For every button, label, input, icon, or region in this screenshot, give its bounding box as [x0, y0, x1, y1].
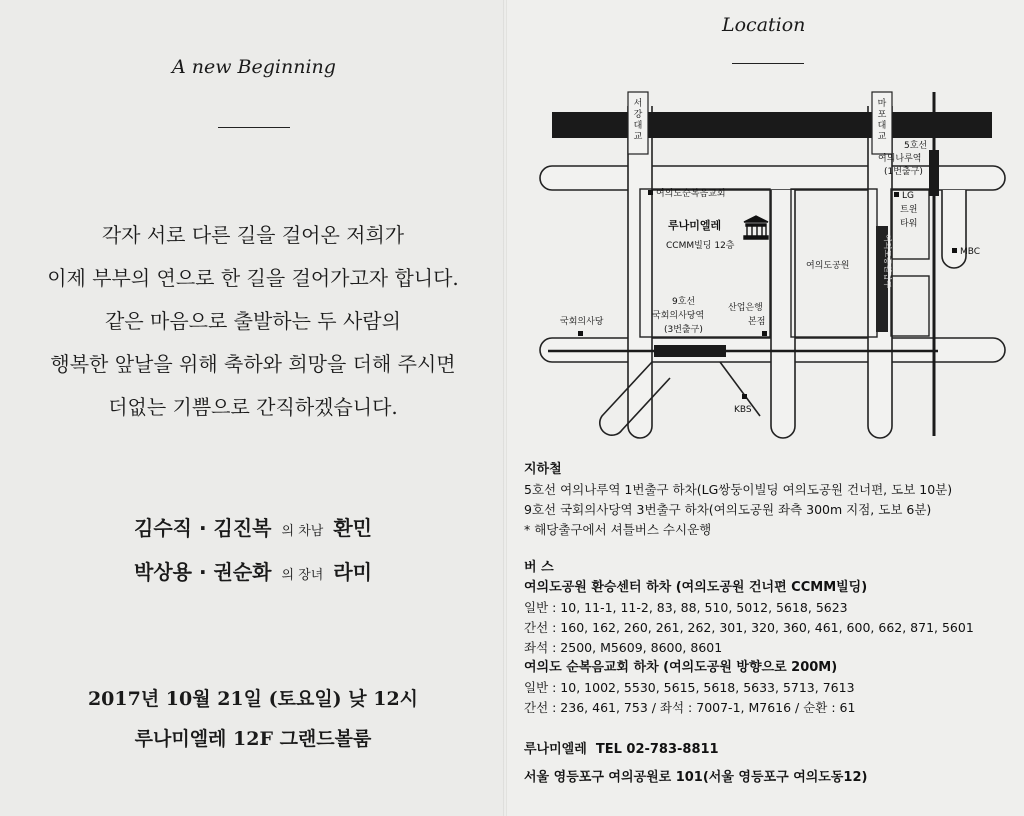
message-line: 각자 서로 다른 길을 걸어온 저희가 — [101, 223, 405, 247]
bus-route-line: 간선 : 236, 461, 753 / 좌석 : 7007-1, M7616 / 순환 : 61 — [524, 700, 856, 715]
map-label-assembly: 국회의사당 — [560, 317, 604, 327]
family-lines — [0, 512, 506, 600]
map-label-venue: 루나미엘레 — [668, 219, 722, 232]
map-label-park-entrance: 여의도공원입구 — [883, 234, 892, 289]
map-label-station9-exit: (3번출구) — [664, 325, 703, 335]
map-label-bank: 산업은행 — [728, 303, 763, 313]
han-river-band — [552, 112, 992, 138]
map-label-station5-line: 5호선 — [904, 141, 928, 151]
right-title-rule — [732, 63, 804, 64]
location-map — [538, 86, 1008, 458]
bus-route-line: 좌석 : 2500, M5609, 8600, 8601 — [524, 640, 723, 655]
venue-phone: 루나미엘레 TEL 02-783-8811 — [524, 742, 719, 757]
assembly-marker — [578, 331, 583, 336]
map-label-station5-exit: (1번출구) — [884, 167, 923, 177]
groom-line — [0, 512, 506, 556]
message-line: 같은 마음으로 출발하는 두 사람의 — [105, 309, 401, 333]
bank-marker — [762, 331, 767, 336]
map-label-road-right: 마 포 대 교 — [877, 99, 887, 142]
venue-building-icon — [744, 216, 768, 239]
groom-parents: 김수직 · 김진복 — [134, 516, 272, 540]
bus-section — [524, 558, 974, 718]
mbc-marker — [952, 248, 957, 253]
map-label-road-left: 서 강 대 교 — [633, 99, 643, 142]
map-label-lg: LG — [902, 191, 914, 201]
subway-line: 9호선 국회의사당역 3번출구 하차(여의도공원 좌측 300m 지점, 도보 6분) — [524, 502, 932, 517]
map-label-mbc: MBC — [960, 247, 981, 257]
message-line: 더없는 기쁨으로 간직하겠습니다. — [108, 395, 398, 419]
bride-name: 라미 — [333, 560, 372, 584]
groom-name: 환민 — [333, 516, 372, 540]
groom-relation: 의 차남 — [281, 524, 324, 539]
event-venue: 루나미엘레 12F 그랜드볼룸 — [134, 728, 372, 750]
station5-platform — [929, 150, 939, 196]
event-details — [0, 684, 506, 764]
kbs-marker — [742, 394, 747, 399]
map-label-park: 여의도공원 — [806, 261, 850, 271]
subway-section — [524, 460, 952, 540]
map-label-kbs: KBS — [734, 405, 752, 415]
map-label-station9-line: 9호선 — [672, 297, 696, 307]
bus-route-line: 일반 : 10, 11-1, 11-2, 83, 88, 510, 5012, 5618, 5623 — [524, 600, 848, 615]
left-title-rule — [218, 127, 290, 128]
bride-line — [0, 556, 506, 600]
bus-heading: 버 스 — [524, 560, 554, 575]
bride-parents: 박상용 · 권순화 — [134, 560, 272, 584]
map-label-church: 여의도순복음교회 — [656, 189, 726, 199]
lg-marker — [894, 192, 899, 197]
bus-stop-1: 여의도공원 환승센터 하차 (여의도공원 건너편 CCMM빌딩) — [524, 580, 868, 595]
invitation-message — [0, 214, 506, 429]
event-date: 2017년 10월 21일 (토요일) 낮 12시 — [87, 688, 419, 710]
left-title: A new Beginning — [172, 56, 336, 78]
bus-route-line: 간선 : 160, 162, 260, 261, 262, 301, 320, 360, 461, 600, 662, 871, 5601 — [524, 620, 974, 635]
map-label-lg-twin: 트윈 — [900, 205, 918, 215]
map-label-station5-name: 여의나루역 — [878, 154, 922, 164]
bus-route-line: 일반 : 10, 1002, 5530, 5615, 5618, 5633, 5713, 7613 — [524, 680, 855, 695]
contact-section — [524, 740, 867, 788]
venue-address: 서울 영등포구 여의공원로 101(서울 영등포구 여의도동12) — [524, 770, 868, 785]
subway-heading: 지하철 — [524, 462, 562, 477]
message-line: 이제 부부의 연으로 한 길을 걸어가고자 합니다. — [47, 266, 459, 290]
bus-stop-2: 여의도 순복음교회 하차 (여의도공원 방향으로 200M) — [524, 660, 838, 675]
map-label-bank-hq: 본점 — [748, 317, 766, 327]
subway-line: * 해당출구에서 셔틀버스 수시운행 — [524, 522, 712, 537]
map-label-lg-tower: 타워 — [900, 219, 918, 229]
subway-line: 5호선 여의나루역 1번출구 하차(LG쌍둥이빌딩 여의도공원 건너편, 도보 10분) — [524, 482, 953, 497]
station9-platform — [654, 345, 726, 357]
message-line: 행복한 앞날을 위해 축하와 희망을 더해 주시면 — [50, 352, 456, 376]
church-marker — [648, 190, 653, 195]
right-title: Location — [722, 14, 806, 36]
map-label-venue-building: CCMM빌딩 12층 — [666, 241, 735, 251]
map-label-station9-name: 국회의사당역 — [652, 311, 705, 321]
bride-relation: 의 장녀 — [281, 568, 324, 583]
